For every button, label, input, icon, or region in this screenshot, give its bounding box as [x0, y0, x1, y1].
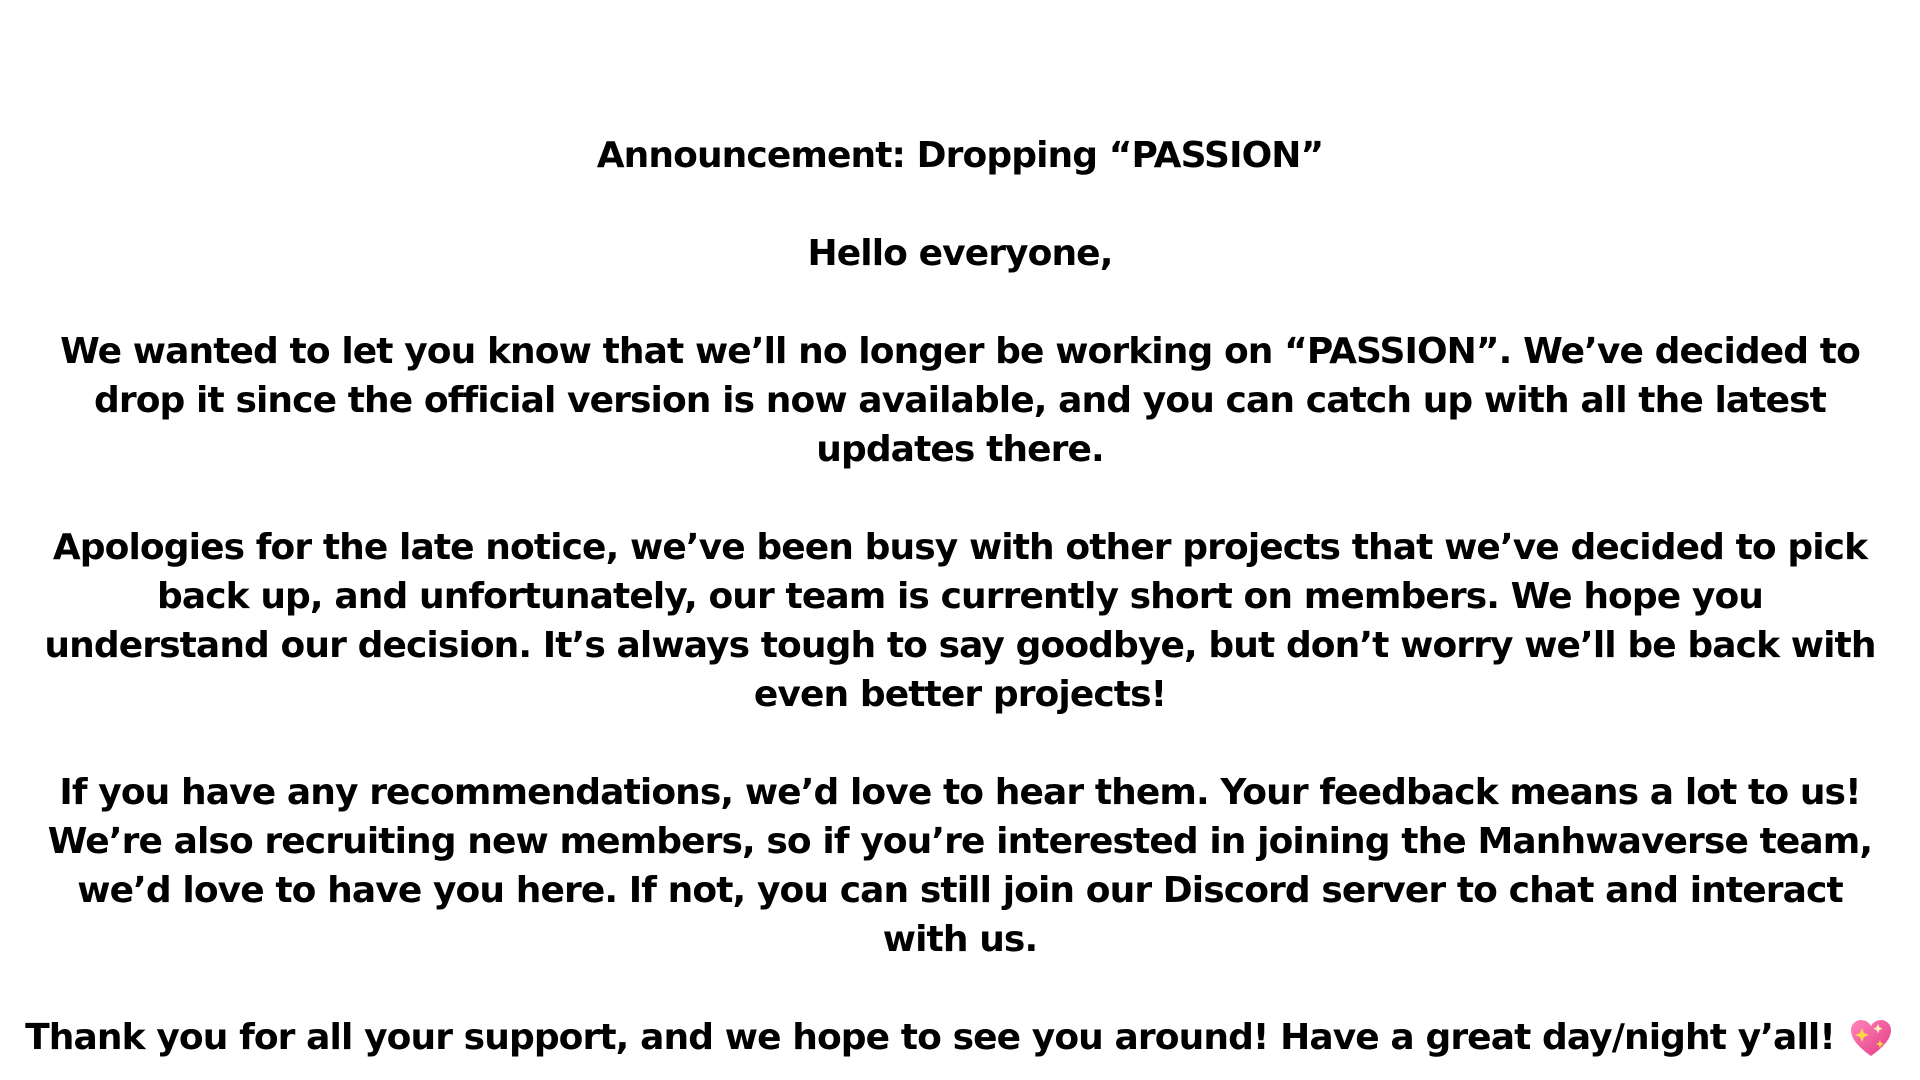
announcement-title: Announcement: Dropping “PASSION” — [596, 135, 1324, 176]
paragraph-recruiting: If you have any recommendations, we’d love to hear them. Your feedback means a lot to us! We’re also recruiting new members, so if you’re interested in joining the Manhwaverse team, we’d love to have you here. If not, you can still join our Discord server to chat and interact with us. — [47, 772, 1873, 960]
sparkling-heart-icon — [1847, 1016, 1895, 1060]
closing-wrap — [25, 1013, 1895, 1062]
paragraph-apology: Apologies for the late notice, we’ve been busy with other projects that we’ve decided to pick back up, and unfortunately, our team is currently short on members. We hope you understand our decision. It’s always tough to say goodbye, but don’t worry we’ll be back with even better projects! — [44, 527, 1876, 715]
paragraph-drop-notice: We wanted to let you know that we’ll no longer be working on “PASSION”. We’ve decided to drop it since the official version is now available, and you can catch up with all the latest updates there. — [60, 331, 1860, 470]
greeting-text: Hello everyone, — [807, 233, 1113, 274]
closing-text: Thank you for all your support, and we hope to see you around! Have a great day/night y’all! — [25, 1017, 1835, 1058]
closing-line — [0, 1013, 1920, 1062]
